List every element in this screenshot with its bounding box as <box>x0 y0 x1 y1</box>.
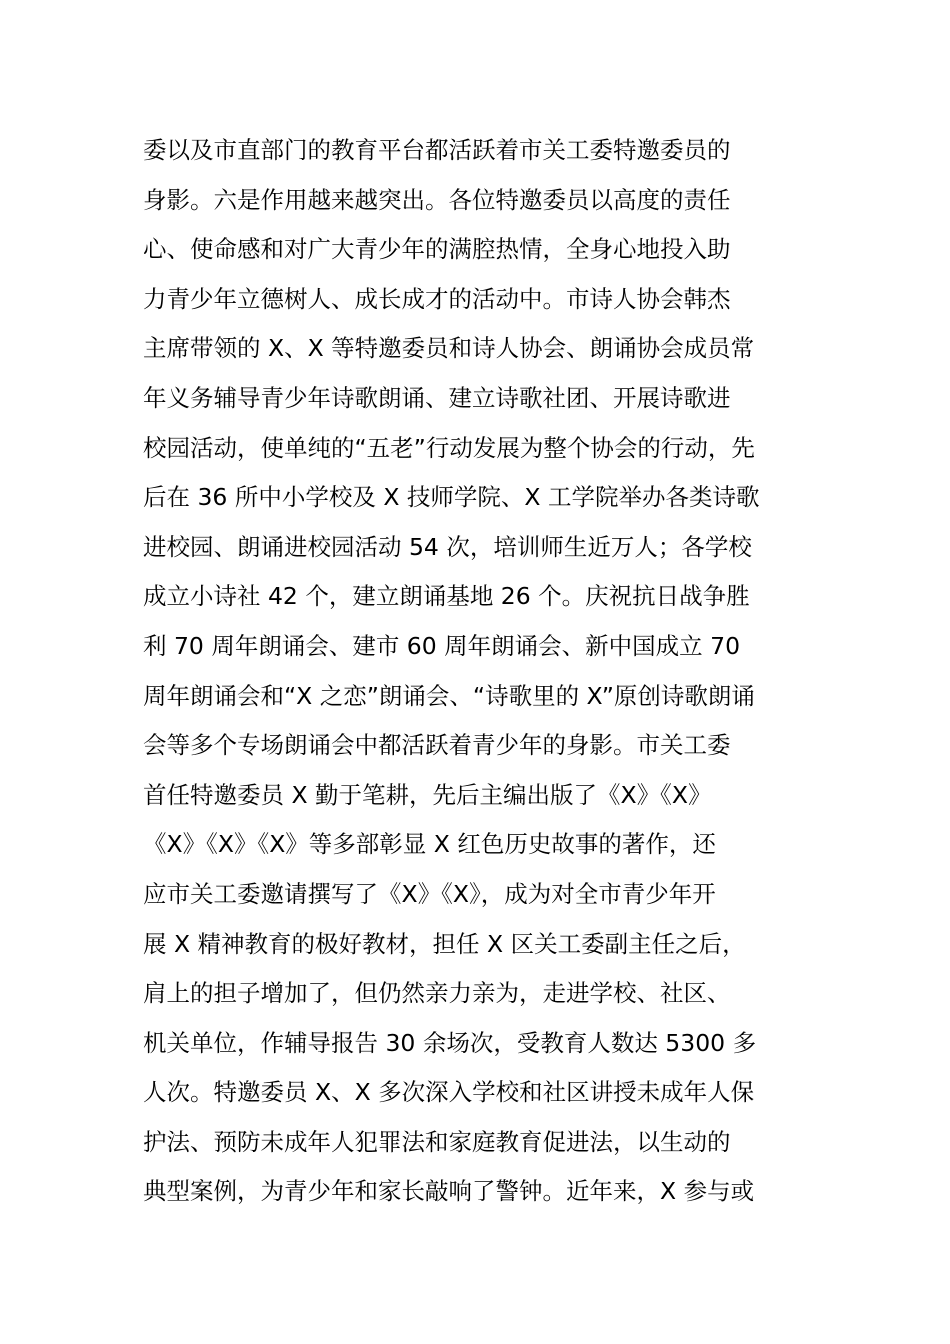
body-text <box>143 126 823 1217</box>
text-line: 后在 36 所中小学校及 X 技师学院、X 工学院举办各类诗歌 <box>143 483 760 512</box>
text-line: 年义务辅导青少年诗歌朗诵、建立诗歌社团、开展诗歌进 <box>143 383 731 412</box>
text-line: 会等多个专场朗诵会中都活跃着青少年的身影。市关工委 <box>143 731 731 760</box>
text-line: 《X》《X》《X》等多部彰显 X 红色历史故事的著作，还 <box>143 830 716 859</box>
text-line: 利 70 周年朗诵会、建市 60 周年朗诵会、新中国成立 70 <box>143 631 741 660</box>
text-line: 委以及市直部门的教育平台都活跃着市关工委特邀委员的 <box>143 136 731 164</box>
text-line: 心、使命感和对广大青少年的满腔热情，全身心地投入助 <box>143 235 731 264</box>
text-line: 机关单位，作辅导报告 30 余场次，受教育人数达 5300 多 <box>143 1028 757 1057</box>
text-line: 身影。六是作用越来越突出。各位特邀委员以高度的责任 <box>143 185 731 214</box>
text-line: 主席带领的 X、X 等特邀委员和诗人协会、朗诵协会成员常 <box>143 334 755 363</box>
text-line: 人次。特邀委员 X、X 多次深入学校和社区讲授未成年人保 <box>143 1078 755 1107</box>
text-line: 护法、预防未成年人犯罪法和家庭教育促进法，以生动的 <box>143 1127 731 1156</box>
text-line: 成立小诗社 42 个，建立朗诵基地 26 个。庆祝抗日战争胜 <box>143 582 750 611</box>
text-line: 校园活动，使单纯的“五老”行动发展为整个协会的行动，先 <box>143 433 755 462</box>
text-line: 力青少年立德树人、成长成才的活动中。市诗人协会韩杰 <box>143 284 731 313</box>
text-line: 肩上的担子增加了，但仍然亲力亲为，走进学校、社区、 <box>143 979 731 1008</box>
text-line: 周年朗诵会和“X 之恋”朗诵会、“诗歌里的 X”原创诗歌朗诵 <box>143 681 755 710</box>
text-line: 首任特邀委员 X 勤于笔耕，先后主编出版了《X》《X》 <box>143 780 712 809</box>
text-line: 典型案例，为青少年和家长敲响了警钟。近年来，X 参与或 <box>143 1177 755 1206</box>
text-line: 进校园、朗诵进校园活动 54 次，培训师生近万人；各学校 <box>143 532 752 561</box>
text-line: 展 X 精神教育的极好教材，担任 X 区关工委副主任之后， <box>143 929 746 958</box>
text-line: 应市关工委邀请撰写了《X》《X》，成为对全市青少年开 <box>143 879 716 908</box>
